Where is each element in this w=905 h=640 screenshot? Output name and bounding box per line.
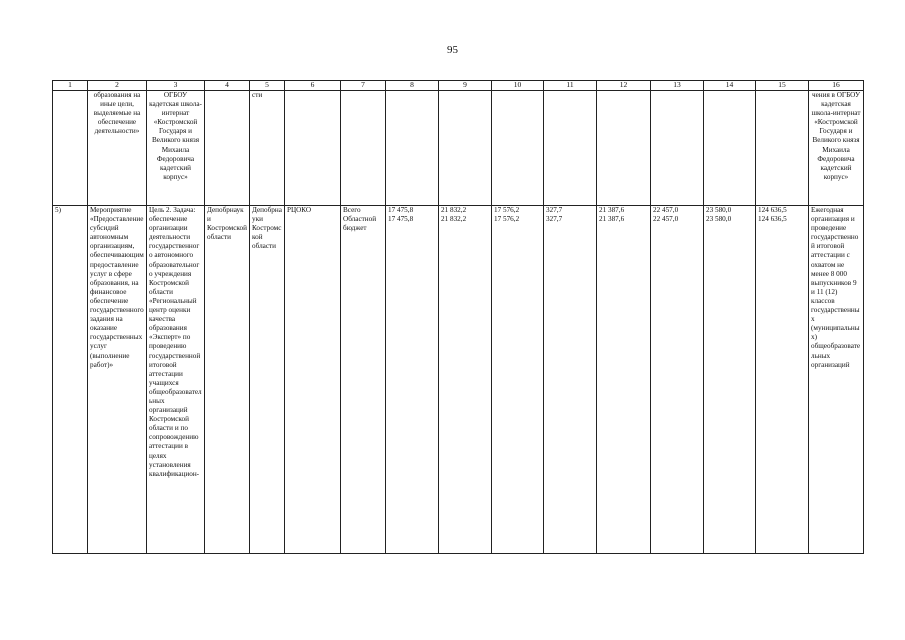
total-value: 327,7 xyxy=(546,206,563,214)
header-cell: 6 xyxy=(285,81,341,91)
header-cell: 8 xyxy=(386,81,439,91)
header-cell: 4 xyxy=(205,81,250,91)
budget-table xyxy=(52,80,864,554)
header-cell: 15 xyxy=(756,81,809,91)
header-cell: 5 xyxy=(250,81,285,91)
header-cell: 16 xyxy=(809,81,864,91)
total-value: 17 475,8 xyxy=(388,206,414,214)
header-cell: 9 xyxy=(439,81,492,91)
result-cell: чения в ОГБОУ кадетская школа-интернат «Костромской Государя и Великого князя Михаила Федоровича кадетский корпус» xyxy=(809,91,864,206)
header-cell: 14 xyxy=(704,81,756,91)
amount-cell xyxy=(651,206,704,554)
source-cell xyxy=(341,91,386,206)
amount-cell xyxy=(492,91,544,206)
amount-cell xyxy=(651,91,704,206)
amount-cell xyxy=(597,206,651,554)
amount-cell xyxy=(544,206,597,554)
goal-cell: ОГБОУ кадетская школа-интернат «Костромской Государя и Великого князя Михаила Федоровича кадетский корпус» xyxy=(147,91,205,206)
amount-cell xyxy=(386,206,439,554)
amount-cell xyxy=(597,91,651,206)
source-regional-label: Областной бюджет xyxy=(343,215,377,233)
amount-cell xyxy=(492,206,544,554)
total-value: 23 580,0 xyxy=(706,206,732,214)
coexecutor-cell: сти xyxy=(250,91,285,206)
amount-cell xyxy=(439,91,492,206)
regional-value: 17 576,2 xyxy=(494,215,520,224)
page-number: 95 xyxy=(447,44,458,56)
total-value: 22 457,0 xyxy=(653,206,679,214)
amount-cell xyxy=(544,91,597,206)
amount-cell xyxy=(756,206,809,554)
header-cell: 3 xyxy=(147,81,205,91)
regional-value: 327,7 xyxy=(546,215,563,224)
amount-cell xyxy=(704,206,756,554)
source-cell xyxy=(341,206,386,554)
total-value: 21 832,2 xyxy=(441,206,467,214)
responsible-cell: Депобрнауки Костромской области xyxy=(205,206,250,554)
regional-value: 21 387,6 xyxy=(599,215,625,224)
responsible-cell xyxy=(205,91,250,206)
header-cell: 11 xyxy=(544,81,597,91)
amount-cell xyxy=(386,91,439,206)
total-value: 21 387,6 xyxy=(599,206,625,214)
total-value: 17 576,2 xyxy=(494,206,520,214)
row-number-cell: 5) xyxy=(53,206,88,554)
header-cell: 10 xyxy=(492,81,544,91)
source-total-label: Всего xyxy=(343,206,361,214)
regional-value: 124 636,5 xyxy=(758,215,787,224)
coexecutor-cell: Депобрнауки Костромской области xyxy=(250,206,285,554)
table-row xyxy=(53,91,864,206)
executor-cell: РЦОКО xyxy=(285,206,341,554)
goal-cell: Цель 2. Задача: обеспечение организации деятельности государственного автономного образовательного учреждения Костромской области «Региональный центр оценки качества образования «Эксперт» по проведению государственной итоговой аттестации учащихся общеобразовательных организаций Костромской области и по сопровождению аттестации в целях установления квалификацион- xyxy=(147,206,205,554)
regional-value: 21 832,2 xyxy=(441,215,467,224)
amount-cell xyxy=(704,91,756,206)
header-cell: 12 xyxy=(597,81,651,91)
amount-cell xyxy=(439,206,492,554)
total-value: 124 636,5 xyxy=(758,206,787,214)
executor-cell xyxy=(285,91,341,206)
regional-value: 17 475,8 xyxy=(388,215,414,224)
header-cell: 2 xyxy=(88,81,147,91)
result-cell: Ежегодная организация и проведение государственной итоговой аттестации с охватом не менее 8 000 выпускников 9 и 11 (12) классов государственных (муниципальных) общеобразовательных организаций xyxy=(809,206,864,554)
amount-cell xyxy=(756,91,809,206)
event-name-cell: образования на иные цели, выделяемые на обеспечение деятельности» xyxy=(88,91,147,206)
header-cell: 1 xyxy=(53,81,88,91)
header-cell: 7 xyxy=(341,81,386,91)
regional-value: 23 580,0 xyxy=(706,215,732,224)
header-cell: 13 xyxy=(651,81,704,91)
table-row xyxy=(53,206,864,554)
regional-value: 22 457,0 xyxy=(653,215,679,224)
header-row xyxy=(53,81,864,91)
event-name-cell: Мероприятие «Предоставление субсидий автономным организациям, обеспечивающим предоставление услуг в сфере образования, на финансовое обеспечение государственного задания на оказание государственных услуг (выполнение работ)» xyxy=(88,206,147,554)
row-number-cell xyxy=(53,91,88,206)
